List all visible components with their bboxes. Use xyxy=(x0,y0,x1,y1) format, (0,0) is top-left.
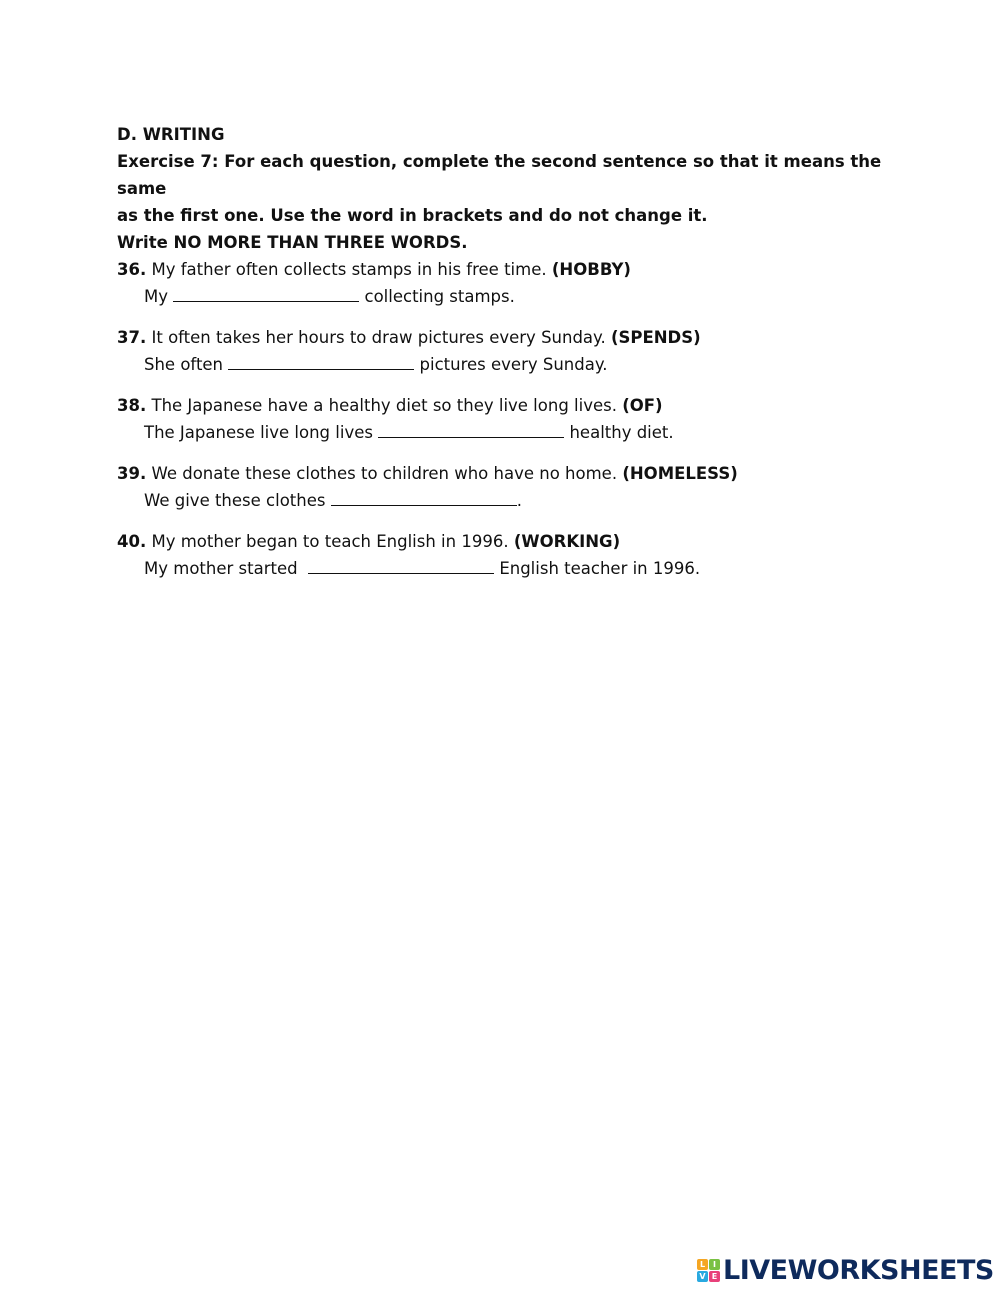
answer-after: healthy diet. xyxy=(569,423,674,442)
answer-before: She often xyxy=(144,355,224,374)
question-sentence: The Japanese have a healthy diet so they live long lives. xyxy=(151,396,617,415)
instruction-line-1: Exercise 7: For each question, complete the second sentence so that it means the same xyxy=(117,152,882,198)
answer-blank[interactable] xyxy=(308,556,494,574)
answer-blank[interactable] xyxy=(331,488,517,506)
answer-line xyxy=(117,283,907,310)
question-keyword: (OF) xyxy=(622,396,663,415)
instruction-line-2: as the first one. Use the word in brackets and do not change it. xyxy=(117,206,708,225)
answer-before: We give these clothes xyxy=(144,491,326,510)
worksheet-content xyxy=(117,121,907,596)
question-40 xyxy=(117,528,907,582)
answer-after: pictures every Sunday. xyxy=(419,355,608,374)
answer-blank[interactable] xyxy=(228,352,414,370)
question-sentence: My mother began to teach English in 1996. xyxy=(151,532,509,551)
question-number: 38. xyxy=(117,396,147,415)
answer-line xyxy=(117,419,907,446)
question-keyword: (HOMELESS) xyxy=(622,464,738,483)
answer-before: My mother started xyxy=(144,559,298,578)
question-37 xyxy=(117,324,907,378)
logo-icon-letter: E xyxy=(709,1271,720,1282)
answer-after: collecting stamps. xyxy=(364,287,515,306)
question-sentence: It often takes her hours to draw pictures every Sunday. xyxy=(151,328,606,347)
logo-icon-letter: V xyxy=(697,1271,708,1282)
question-38 xyxy=(117,392,907,446)
question-sentence: We donate these clothes to children who have no home. xyxy=(151,464,618,483)
answer-line xyxy=(117,555,907,582)
answer-line xyxy=(117,351,907,378)
answer-blank[interactable] xyxy=(173,284,359,302)
question-number: 39. xyxy=(117,464,147,483)
question-prompt xyxy=(117,324,907,351)
logo-icon-letter: L xyxy=(697,1259,708,1270)
question-prompt xyxy=(117,460,907,487)
question-36 xyxy=(117,256,907,310)
answer-before: My xyxy=(144,287,169,306)
question-sentence: My father often collects stamps in his free time. xyxy=(151,260,547,279)
question-prompt xyxy=(117,392,907,419)
question-keyword: (WORKING) xyxy=(513,532,621,551)
question-number: 40. xyxy=(117,532,147,551)
question-prompt xyxy=(117,256,907,283)
question-39 xyxy=(117,460,907,514)
question-keyword: (SPENDS) xyxy=(610,328,701,347)
question-keyword: (HOBBY) xyxy=(551,260,631,279)
answer-blank[interactable] xyxy=(378,420,564,438)
answer-after: . xyxy=(516,491,522,510)
liveworksheets-logo xyxy=(697,1254,994,1286)
question-prompt xyxy=(117,528,907,555)
section-title: D. WRITING xyxy=(117,125,225,144)
logo-text: LIVEWORKSHEETS xyxy=(723,1254,994,1286)
question-number: 37. xyxy=(117,328,147,347)
question-number: 36. xyxy=(117,260,147,279)
logo-icon-letter: I xyxy=(709,1259,720,1270)
answer-after: English teacher in 1996. xyxy=(499,559,701,578)
liveworksheets-icon xyxy=(697,1259,720,1282)
answer-before: The Japanese live long lives xyxy=(144,423,373,442)
instruction-line-3: Write NO MORE THAN THREE WORDS. xyxy=(117,233,468,252)
answer-line xyxy=(117,487,907,514)
